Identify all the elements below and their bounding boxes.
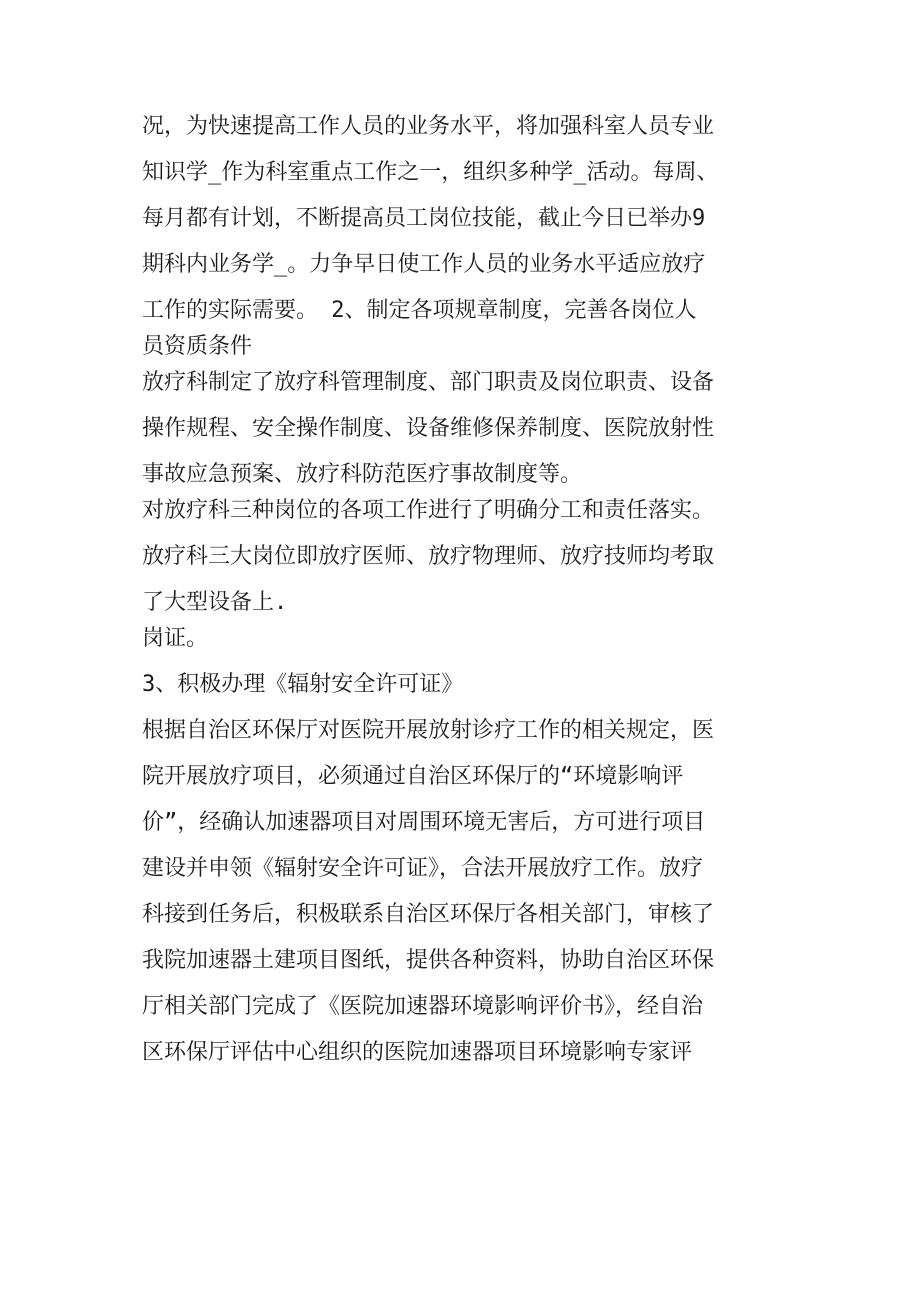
document-body <box>142 116 802 1064</box>
text-line: 工作的实际需要。 2、制定各项规章制度，完善各岗位人 <box>142 298 697 323</box>
text-line: 建设并申领《辐射安全许可证》，合法开展放疗工作。放疗 <box>142 856 704 881</box>
text-line: 厅相关部门完成了《医院加速器环境影响评价书》，经自治 <box>142 994 704 1019</box>
text-line: 我院加速器土建项目图纸，提供各种资料，协助自治区环保 <box>142 948 715 973</box>
text-line: 知识学_作为科室重点工作之一，组织多种学_活动。每周、 <box>142 160 719 185</box>
text-line: 操作规程、安全操作制度、设备维修保养制度、医院放射性 <box>142 416 715 441</box>
text-line: 区环保厅评估中心组织的医院加速器项目环境影响专家评 <box>142 1040 693 1065</box>
text-line: 员资质条件 <box>142 334 253 359</box>
text-line: 价”，经确认加速器项目对周围环境无害后，方可进行项目 <box>142 810 706 835</box>
text-line: 了大型设备上. <box>142 590 288 615</box>
section-heading: 3、积极办理《辐射安全许可证》 <box>142 672 464 697</box>
text-line: 事故应急预案、放疗科防范医疗事故制度等。 <box>142 462 583 487</box>
text-line: 科接到任务后，积极联系自治区环保厅各相关部门，审核了 <box>142 902 715 927</box>
text-line: 对放疗科三种岗位的各项工作进行了明确分工和责任落实。 <box>142 498 715 523</box>
text-line: 院开展放疗项目，必须通过自治区环保厅的“环境影响评 <box>142 764 684 789</box>
text-line: 每月都有计划，不断提高员工岗位技能，截止今日已举办9 <box>142 206 706 231</box>
text-line: 放疗科三大岗位即放疗医师、放疗物理师、放疗技师均考取 <box>142 544 715 569</box>
text-line: 岗证。 <box>142 626 209 651</box>
text-line: 况，为快速提高工作人员的业务水平，将加强科室人员专业 <box>142 114 715 139</box>
text-line: 根据自治区环保厅对医院开展放射诊疗工作的相关规定，医 <box>142 718 715 743</box>
text-line: 放疗科制定了放疗科管理制度、部门职责及岗位职责、设备 <box>142 370 715 395</box>
text-line: 期科内业务学_。力争早日使工作人员的业务水平适应放疗 <box>142 252 706 277</box>
